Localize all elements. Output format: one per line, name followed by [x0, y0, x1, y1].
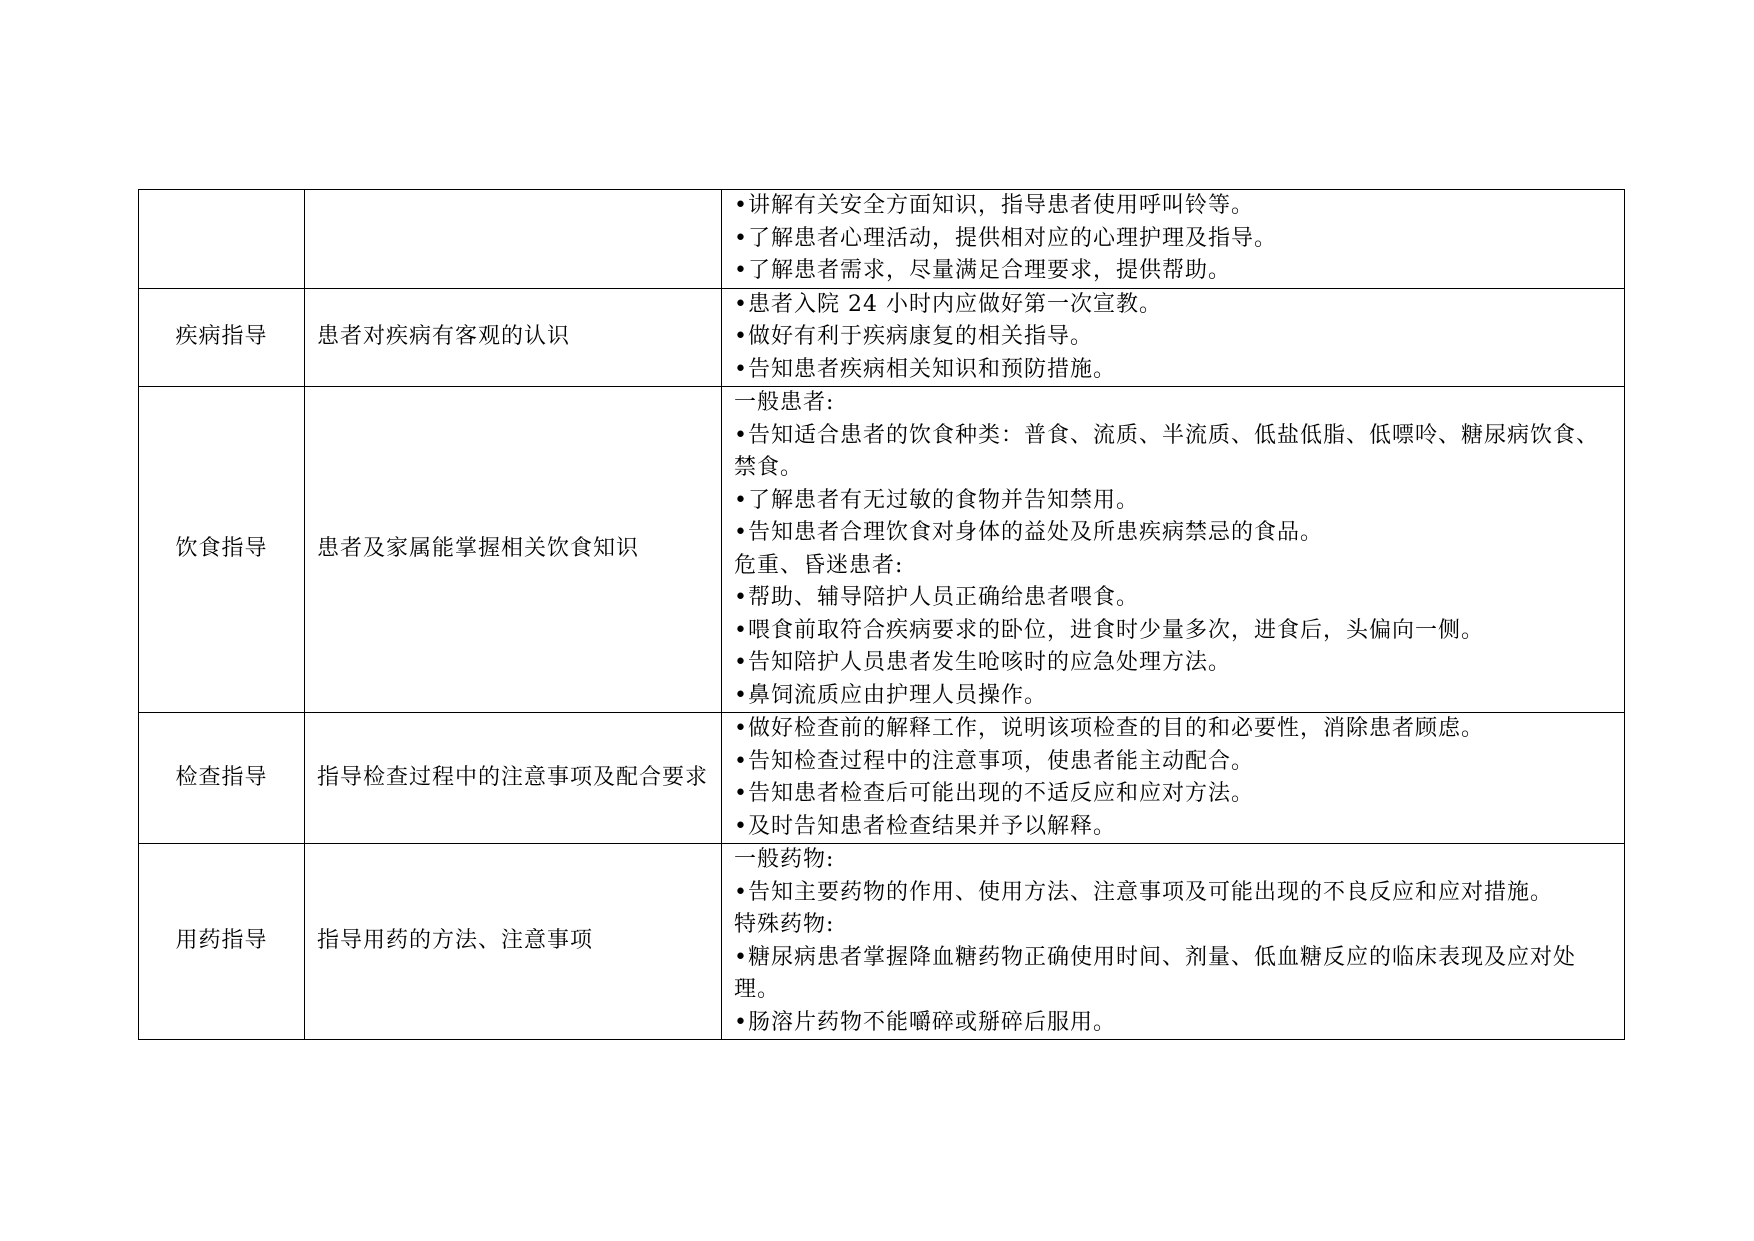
- content-cell: [722, 713, 1625, 844]
- table-row: [139, 190, 1625, 289]
- content-line: •告知主要药物的作用、使用方法、注意事项及可能出现的不良反应和应对措施。: [734, 879, 1553, 905]
- content-line: •告知患者合理饮食对身体的益处及所患疾病禁忌的食品。: [734, 520, 1323, 545]
- category-cell: 检查指导: [139, 713, 305, 844]
- content-line: •告知患者疾病相关知识和预防措施。: [734, 356, 1116, 382]
- table-row: [139, 288, 1625, 387]
- content-line: •糖尿病患者掌握降血糖药物正确使用时间、剂量、低血糖反应的临床表现及应对处理。: [734, 944, 1576, 1002]
- goal-cell: [305, 190, 722, 289]
- content-line: •了解患者需求，尽量满足合理要求，提供帮助。: [734, 258, 1231, 283]
- content-subheading: 一般患者:: [734, 390, 835, 415]
- goal-cell: 患者对疾病有客观的认识: [305, 288, 722, 387]
- content-line: •帮助、辅导陪护人员正确给患者喂食。: [734, 585, 1139, 610]
- content-cell: [722, 190, 1625, 289]
- health-education-table: [138, 189, 1625, 1040]
- content-cell: [722, 387, 1625, 713]
- content-line: •了解患者有无过敏的食物并告知禁用。: [734, 487, 1139, 513]
- content-line: •了解患者心理活动，提供相对应的心理护理及指导。: [734, 225, 1277, 251]
- content-line: •告知患者检查后可能出现的不适反应和应对方法。: [734, 781, 1254, 806]
- table-row: [139, 387, 1625, 713]
- content-cell: [722, 288, 1625, 387]
- content-line: •及时告知患者检查结果并予以解释。: [734, 813, 1116, 839]
- category-cell: 用药指导: [139, 844, 305, 1040]
- content-line: •告知检查过程中的注意事项，使患者能主动配合。: [734, 748, 1254, 774]
- goal-cell: 指导用药的方法、注意事项: [305, 844, 722, 1040]
- goal-cell: 指导检查过程中的注意事项及配合要求: [305, 713, 722, 844]
- content-line: •做好有利于疾病康复的相关指导。: [734, 324, 1093, 349]
- content-line: •告知适合患者的饮食种类：普食、流质、半流质、低盐低脂、低嘌呤、糖尿病饮食、禁食。: [734, 422, 1599, 480]
- content-line: •肠溶片药物不能嚼碎或掰碎后服用。: [734, 1009, 1116, 1035]
- category-cell: [139, 190, 305, 289]
- content-line: •患者入院 24 小时内应做好第一次宣教。: [734, 291, 1162, 317]
- content-subheading: 特殊药物:: [734, 912, 835, 937]
- table-row: [139, 844, 1625, 1040]
- content-line: •喂食前取符合疾病要求的卧位，进食时少量多次，进食后，头偏向一侧。: [734, 617, 1484, 643]
- content-line: •鼻饲流质应由护理人员操作。: [734, 682, 1047, 708]
- content-subheading: 一般药物:: [734, 847, 835, 872]
- content-subheading: 危重、昏迷患者:: [734, 552, 904, 578]
- table-row: [139, 713, 1625, 844]
- content-cell: [722, 844, 1625, 1040]
- category-cell: 饮食指导: [139, 387, 305, 713]
- content-line: •告知陪护人员患者发生呛咳时的应急处理方法。: [734, 650, 1231, 675]
- content-line: •做好检查前的解释工作，说明该项检查的目的和必要性，消除患者顾虑。: [734, 716, 1484, 741]
- category-cell: 疾病指导: [139, 288, 305, 387]
- goal-cell: 患者及家属能掌握相关饮食知识: [305, 387, 722, 713]
- content-line: •讲解有关安全方面知识，指导患者使用呼叫铃等。: [734, 193, 1254, 218]
